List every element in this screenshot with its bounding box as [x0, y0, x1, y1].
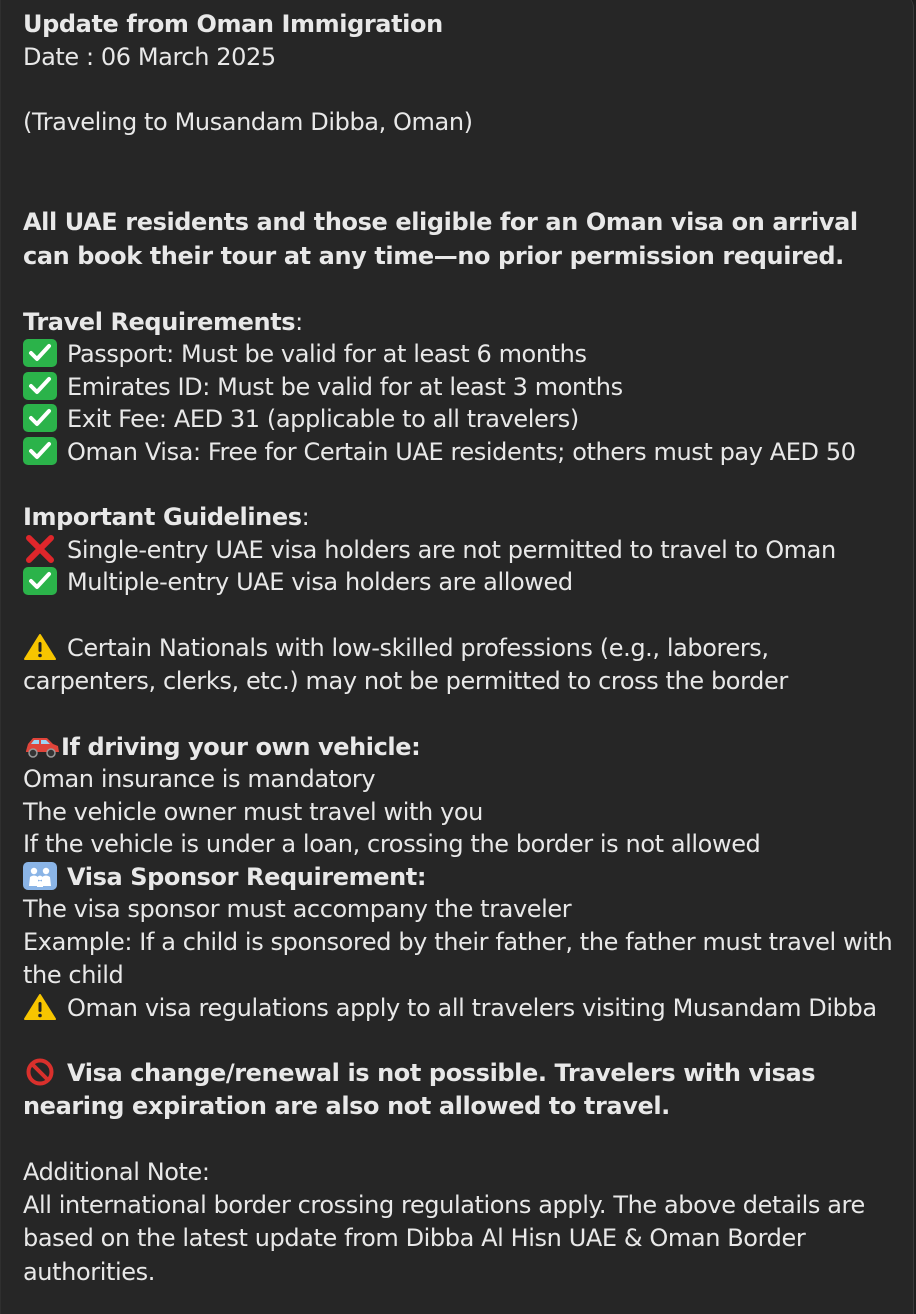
check-mark-icon [23, 372, 58, 400]
sponsor-example: Example: If a child is sponsored by their father, the father must travel with the child [23, 927, 893, 989]
sponsor-line: The visa sponsor must accompany the traveler [23, 895, 572, 923]
travel-requirements-heading: Travel Requirements: [23, 307, 303, 336]
warning-icon [23, 993, 58, 1021]
check-mark-icon [23, 437, 58, 465]
check-mark-icon [23, 404, 58, 432]
guidelines-heading: Important Guidelines: [23, 503, 310, 531]
requirement-item: Passport: Must be valid for at least 6 months [23, 338, 907, 371]
car-icon [23, 732, 61, 760]
prohibited-icon [23, 1058, 58, 1086]
message-body[interactable] [23, 8, 907, 1289]
guideline-item: Single-entry UAE visa holders are not permitted to travel to Oman [23, 534, 907, 567]
warning-icon [23, 633, 58, 661]
additional-note-text: All international border crossing regulations apply. The above details are based on the latest update from Dibba Al Hisn UAE & Oman Border authorities. [23, 1190, 865, 1286]
requirement-item: Emirates ID: Must be valid for at least 3 months [23, 371, 907, 404]
visa-change-notice: Visa change/renewal is not possible. Travelers with visas nearing expiration are also not allowed to travel. [23, 1059, 816, 1120]
message-date: Date : 06 March 2025 [23, 42, 276, 71]
driving-line: If the vehicle is under a loan, crossing the border is not allowed [23, 830, 761, 858]
additional-note-heading: Additional Note: [23, 1158, 210, 1186]
driving-line: Oman insurance is mandatory [23, 765, 376, 793]
requirement-item: Oman Visa: Free for Certain UAE residents; others must pay AED 50 [23, 436, 907, 469]
destination-line: (Traveling to Musandam Dibba, Oman) [23, 108, 473, 136]
driving-line: The vehicle owner must travel with you [23, 797, 483, 826]
guideline-item: Multiple-entry UAE visa holders are allowed [23, 566, 907, 599]
check-mark-icon [23, 567, 58, 595]
nationals-warning: Certain Nationals with low-skilled professions (e.g., laborers, carpenters, clerks, etc.) may not be permitted to cross the border [23, 633, 788, 695]
cross-mark-icon [23, 535, 58, 563]
requirement-item: Exit Fee: AED 31 (applicable to all travelers) [23, 403, 907, 436]
sponsor-heading: Visa Sponsor Requirement: [23, 861, 907, 894]
visa-regulations-warning: Oman visa regulations apply to all travelers visiting Musandam Dibba [23, 992, 907, 1025]
family-icon [23, 862, 58, 890]
driving-heading: If driving your own vehicle: [23, 731, 907, 764]
intro-paragraph: All UAE residents and those eligible for an Oman visa on arrival can book their tour at any time—no prior permission required. [23, 207, 858, 270]
message-title: Update from Oman Immigration [23, 10, 443, 38]
check-mark-icon [23, 339, 58, 367]
